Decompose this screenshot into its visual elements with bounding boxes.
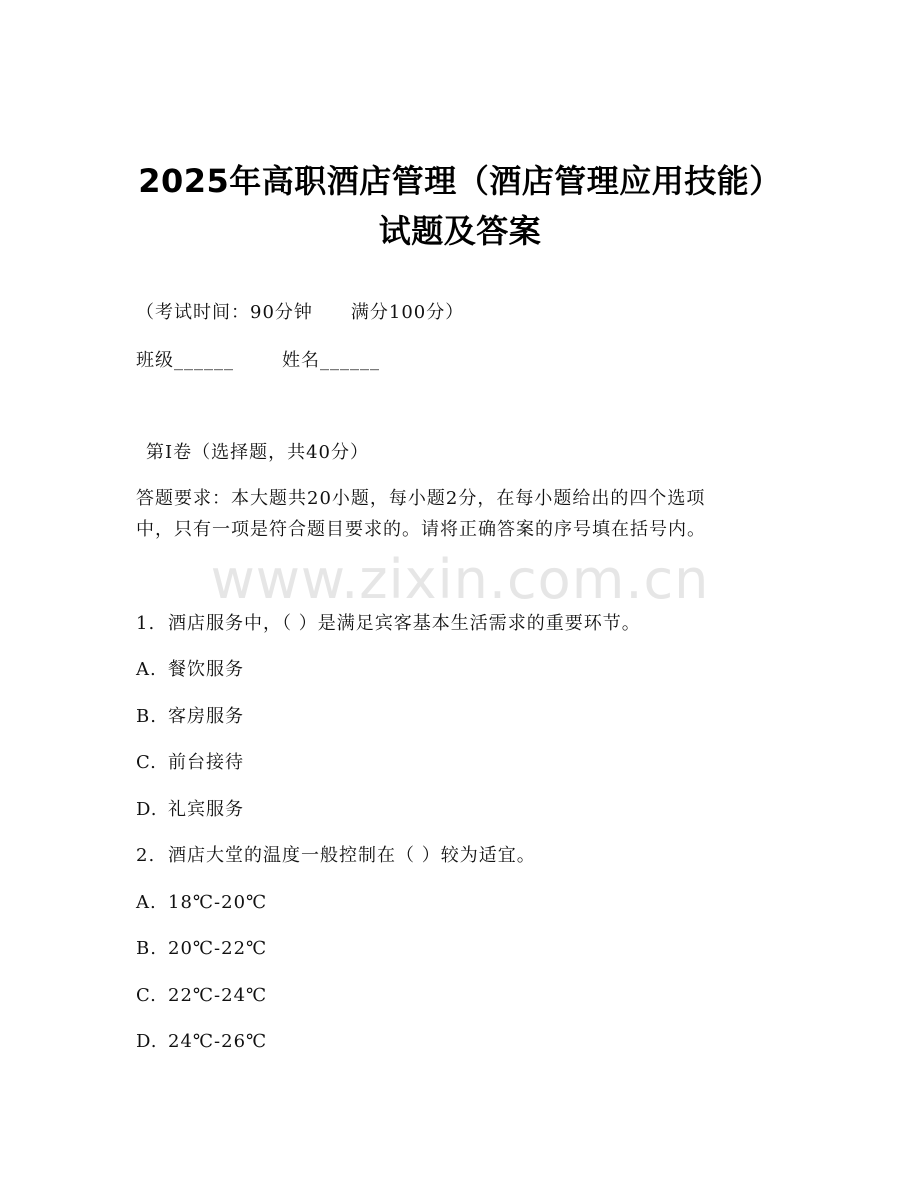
option-label: C. — [136, 985, 157, 1006]
question-1 — [136, 613, 641, 635]
question-2 — [136, 845, 536, 867]
exam-time: （考试时间：90分钟 — [136, 302, 313, 323]
option-text: 20℃-22℃ — [168, 938, 268, 959]
option-label: B. — [136, 706, 157, 727]
student-info — [136, 350, 380, 372]
question-1-option-d — [136, 799, 244, 821]
option-text: 22℃-24℃ — [168, 985, 268, 1006]
class-field: 班级______ — [136, 350, 234, 371]
option-text: 18℃-20℃ — [168, 892, 268, 913]
instructions-line2: 中，只有一项是符合题目要求的。请将正确答案的序号填在括号内。 — [136, 519, 706, 540]
option-text: 客房服务 — [168, 706, 244, 727]
option-label: A. — [136, 659, 157, 680]
document-title-line1: 2025年高职酒店管理（酒店管理应用技能） — [138, 162, 782, 200]
question-1-option-c — [136, 752, 244, 774]
watermark: www.zixin.com.cn — [210, 548, 710, 611]
option-text: 前台接待 — [168, 752, 244, 773]
question-number: 1. — [136, 613, 156, 634]
question-1-option-b — [136, 706, 244, 728]
name-field: 姓名______ — [282, 350, 380, 371]
instructions-line1: 答题要求：本大题共20小题，每小题2分，在每小题给出的四个选项 — [136, 488, 706, 509]
exam-full-score: 满分100分） — [350, 302, 465, 323]
question-1-option-a — [136, 659, 244, 681]
question-text: 酒店大堂的温度一般控制在（ ）较为适宜。 — [168, 845, 536, 866]
question-text: 酒店服务中，（ ）是满足宾客基本生活需求的重要环节。 — [168, 613, 641, 634]
option-label: B. — [136, 938, 157, 959]
question-2-option-d — [136, 1031, 267, 1053]
option-label: C. — [136, 752, 157, 773]
option-label: D. — [136, 1031, 158, 1052]
option-text: 24℃-26℃ — [168, 1031, 268, 1052]
option-label: A. — [136, 892, 157, 913]
question-2-option-a — [136, 892, 267, 914]
question-2-option-c — [136, 985, 267, 1007]
exam-info — [136, 302, 464, 324]
question-number: 2. — [136, 845, 156, 866]
section-heading: 第I卷（选择题，共40分） — [146, 442, 370, 463]
option-text: 礼宾服务 — [168, 799, 244, 820]
option-text: 餐饮服务 — [168, 659, 244, 680]
document-title-line2: 试题及答案 — [378, 212, 542, 250]
option-label: D. — [136, 799, 158, 820]
question-2-option-b — [136, 938, 267, 960]
